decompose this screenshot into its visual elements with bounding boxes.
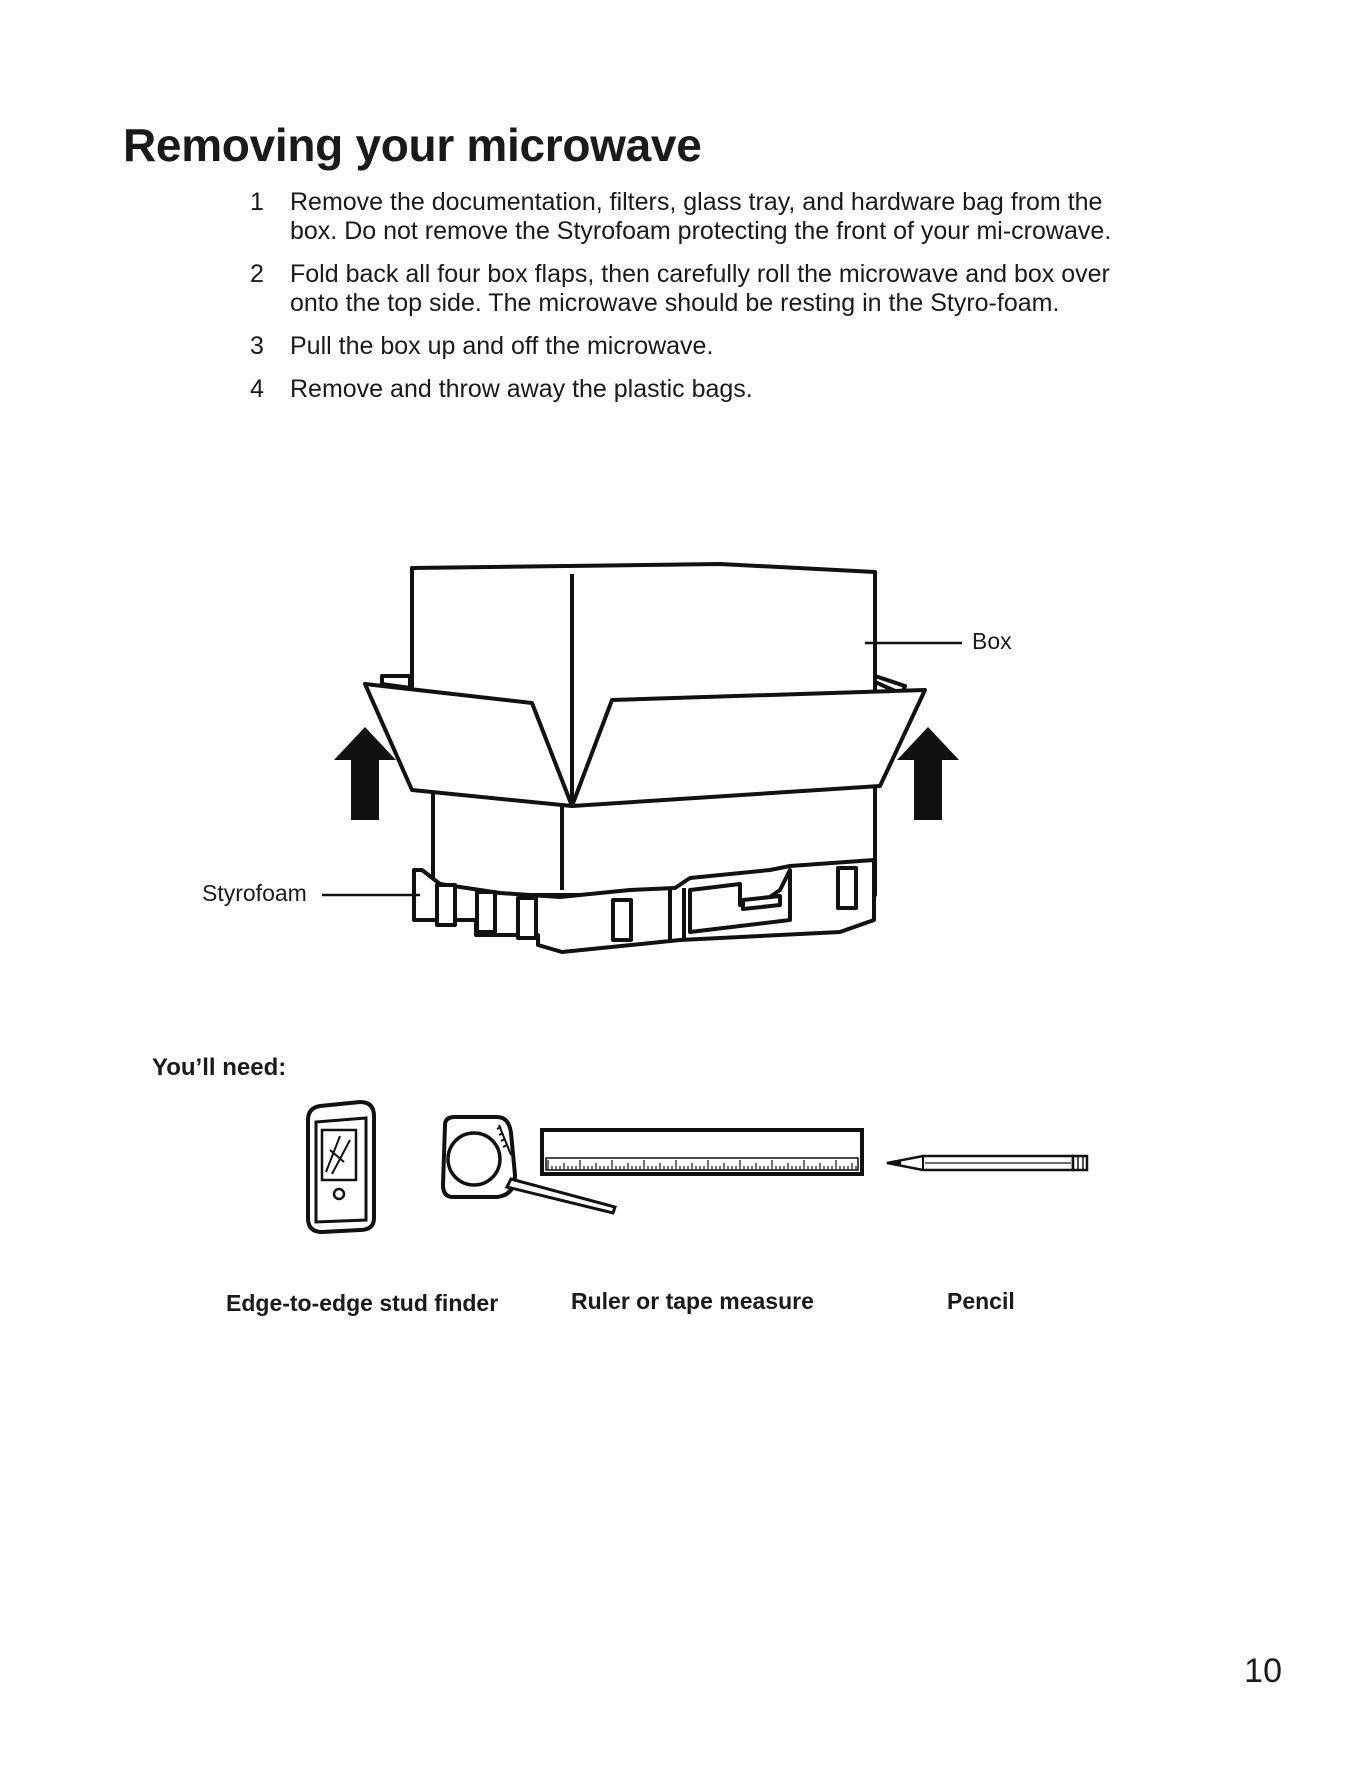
box-label: Box	[972, 628, 1012, 654]
ruler-icon	[540, 1128, 865, 1178]
page-title: Removing your microwave	[123, 119, 702, 171]
step-number: 1	[250, 188, 264, 216]
tool-label-ruler: Ruler or tape measure	[571, 1288, 814, 1314]
up-arrow-right-icon	[897, 727, 959, 820]
stud-finder-icon	[300, 1100, 380, 1235]
step-text: Pull the box up and off the microwave.	[290, 332, 714, 360]
step-text: Remove the documentation, filters, glass tray, and hardware bag from the box. Do not remove the Styrofoam protecting the front of your mi-crowave.	[290, 188, 1112, 245]
styrofoam-label: Styrofoam	[202, 880, 307, 906]
step-text: Remove and throw away the plastic bags.	[290, 375, 753, 403]
pencil-icon	[885, 1152, 1090, 1174]
tool-label-stud-finder: Edge-to-edge stud finder	[226, 1290, 499, 1316]
step-text: Fold back all four box flaps, then carefully roll the microwave and box over onto the top side. The microwave should be resting in the Styro-foam.	[290, 260, 1110, 317]
step-number: 3	[250, 332, 264, 360]
needs-heading: You’ll need:	[152, 1054, 287, 1081]
tool-label-pencil: Pencil	[947, 1288, 1015, 1314]
step-number: 2	[250, 260, 264, 288]
page-number: 10	[1244, 1652, 1282, 1690]
step-number: 4	[250, 375, 264, 403]
up-arrow-left-icon	[334, 727, 396, 820]
